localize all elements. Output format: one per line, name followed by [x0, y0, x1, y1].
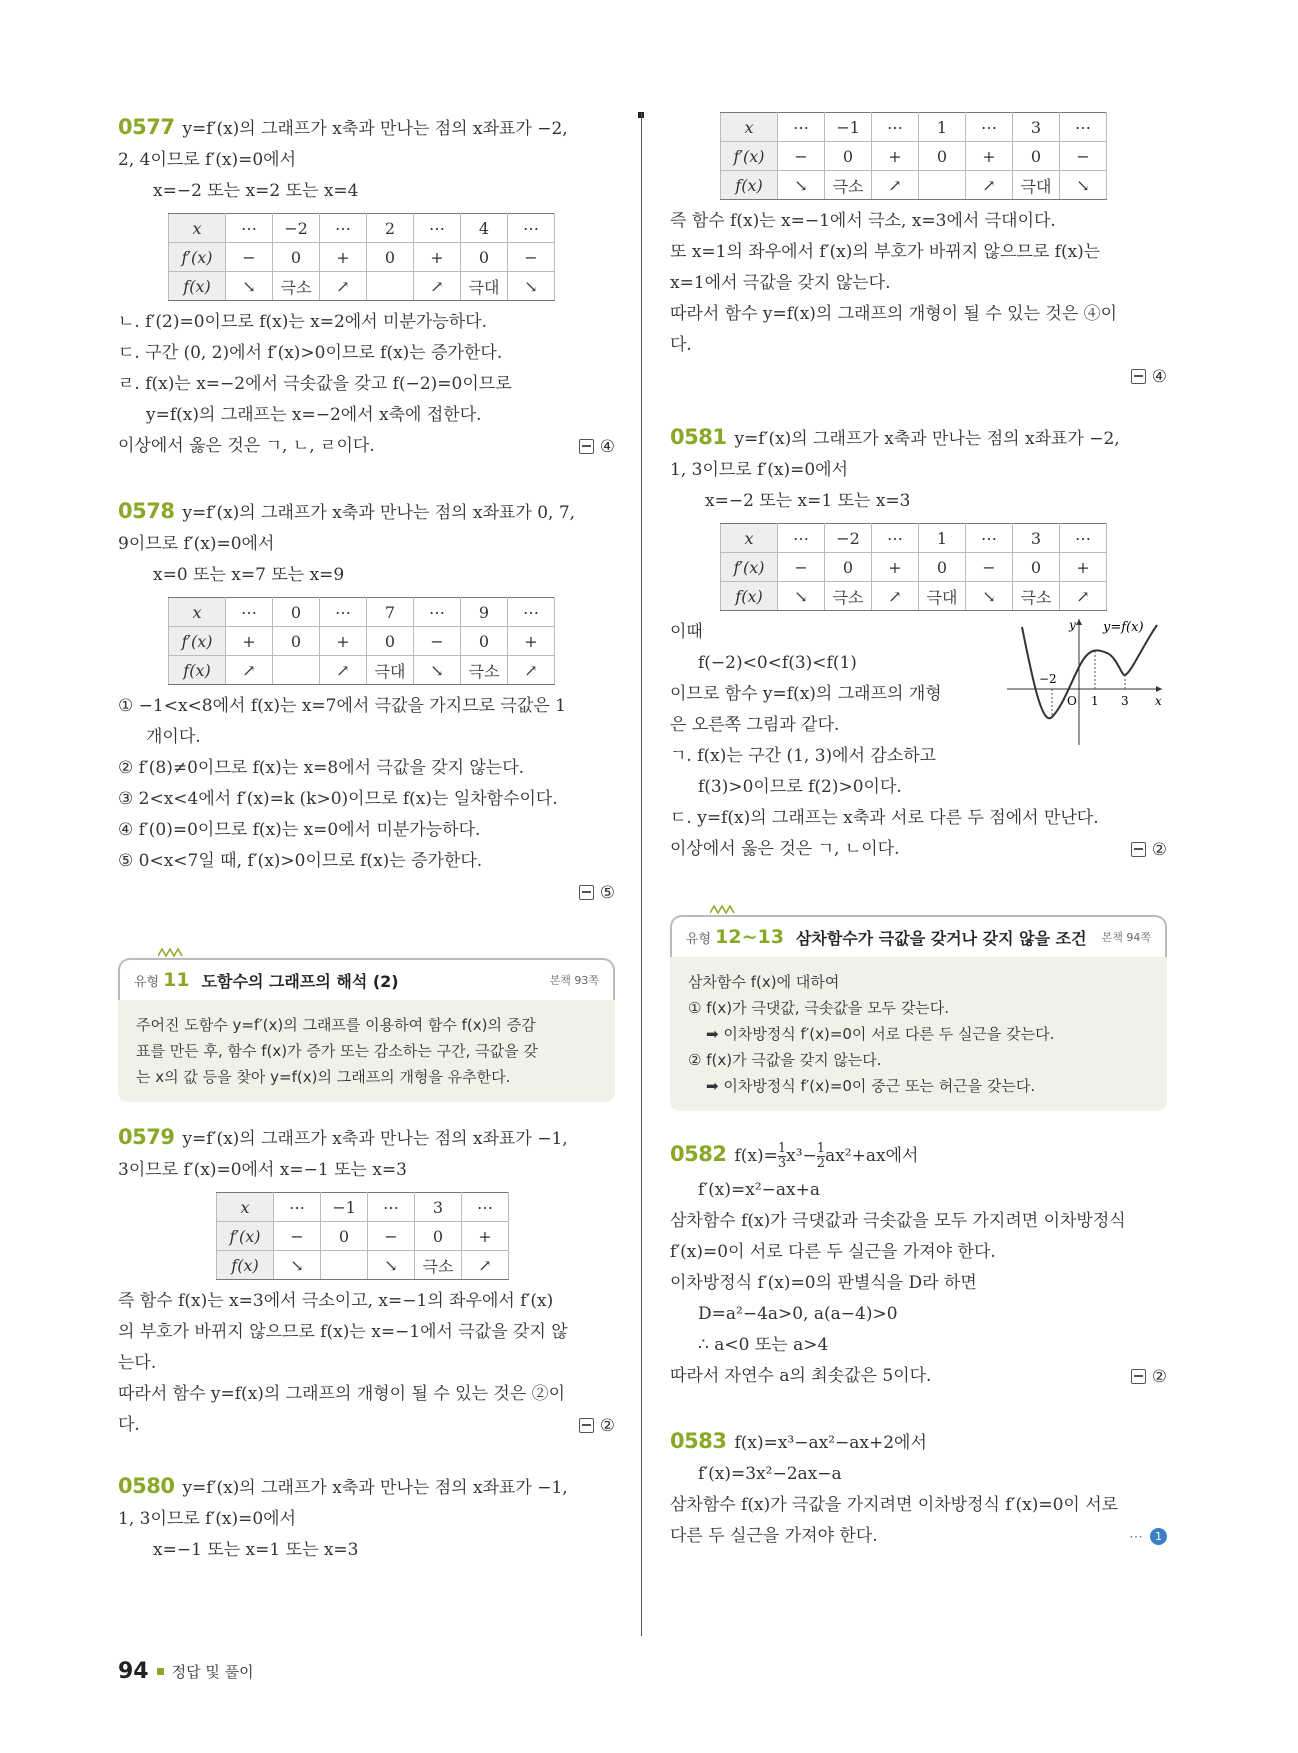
left-column	[118, 100, 615, 1566]
table-cell	[321, 1251, 368, 1280]
fraction-denominator: 3	[777, 1156, 787, 1171]
fraction	[778, 1142, 786, 1171]
text-line: 3이므로 f′(x)=0에서 x=−1 또는 x=3	[118, 1160, 407, 1180]
table-cell	[919, 171, 966, 200]
answer-value: ②	[1151, 1366, 1167, 1387]
table-cell: ↗	[320, 656, 367, 685]
problem-0581	[670, 422, 1167, 865]
problem-0578	[118, 496, 615, 908]
table-cell: 0	[273, 243, 320, 272]
text-line: 은 오른쪽 그림과 같다.	[670, 715, 840, 735]
text-line: y=f(x)의 그래프는 x=−2에서 x축에 접한다.	[146, 405, 482, 425]
text-line: 다.	[670, 335, 692, 355]
table-cell: 3	[1013, 524, 1060, 553]
answer-icon	[1131, 369, 1146, 384]
table-cell: 2	[367, 214, 414, 243]
problem-0577	[118, 112, 615, 462]
table-cell: 0	[367, 627, 414, 656]
page-footer	[118, 1659, 254, 1684]
table-row	[721, 113, 1107, 142]
sign-table	[168, 213, 555, 301]
table-cell: −2	[825, 524, 872, 553]
table-cell: ⋯	[966, 524, 1013, 553]
table-cell: +	[320, 627, 367, 656]
text-line: 즉 함수 f(x)는 x=3에서 극소이고, x=−1의 좌우에서 f′(x)	[118, 1291, 554, 1311]
table-cell: 0	[321, 1222, 368, 1251]
table-row-header: f′(x)	[721, 142, 778, 171]
text-line: 1, 3이므로 f′(x)=0에서	[670, 460, 849, 480]
text-line: ① f(x)가 극댓값, 극솟값을 모두 갖는다.	[688, 999, 950, 1017]
tick-label: −2	[1039, 672, 1057, 686]
type-tag: 유형	[686, 931, 712, 947]
option-5: ⑤ 0<x<7일 때, f′(x)>0이므로 f(x)는 증가한다.	[118, 851, 483, 871]
table-cell: 극소	[461, 656, 508, 685]
option-4: ④ f′(0)=0이므로 f(x)는 x=0에서 미분가능하다.	[118, 820, 481, 840]
zigzag-icon	[710, 903, 736, 915]
table-cell: 극대	[461, 272, 508, 301]
problem-0580	[118, 1471, 615, 1566]
table-row	[721, 553, 1107, 582]
table-cell: ↗	[508, 656, 555, 685]
answer-icon	[579, 439, 594, 454]
text-part: f(x)=	[734, 1146, 778, 1166]
table-cell: 극소	[1013, 582, 1060, 611]
text-line: D=a²−4a>0, a(a−4)>0	[698, 1304, 898, 1324]
option-2: ② f′(8)≠0이므로 f(x)는 x=8에서 극값을 갖지 않는다.	[118, 758, 525, 778]
table-cell	[367, 272, 414, 301]
table-row-header: f′(x)	[169, 243, 226, 272]
graph-section	[670, 617, 1167, 803]
x-axis-label: x	[1155, 694, 1162, 708]
text-line: 1, 3이므로 f′(x)=0에서	[118, 1509, 297, 1529]
table-row-header: f′(x)	[217, 1222, 274, 1251]
text-line: ㄷ. y=f(x)의 그래프는 x축과 서로 다른 두 점에서 만난다.	[670, 808, 1099, 828]
text-line: ➡ 이차방정식 f′(x)=0이 서로 다른 두 실근을 갖는다.	[706, 1025, 1055, 1043]
table-cell: ⋯	[872, 113, 919, 142]
table-cell: 0	[825, 553, 872, 582]
table-cell: −	[1060, 142, 1107, 171]
continue-link[interactable]	[1129, 1521, 1167, 1552]
problem-number: 0577	[118, 115, 175, 139]
sign-table	[720, 523, 1107, 611]
table-cell: ⋯	[778, 524, 825, 553]
table-row-header: x	[169, 598, 226, 627]
problem-number: 0579	[118, 1125, 175, 1149]
table-cell: ⋯	[368, 1193, 415, 1222]
table-cell: 극소	[825, 582, 872, 611]
text-line: 다.	[118, 1415, 140, 1435]
square-icon	[157, 1668, 164, 1675]
curve-label: y=f(x)	[1103, 620, 1144, 635]
table-row	[721, 142, 1107, 171]
text-line: x=0 또는 x=7 또는 x=9	[153, 565, 345, 585]
answer-mark	[1131, 834, 1167, 865]
problem-number: 0583	[670, 1429, 727, 1453]
problem-number: 0581	[670, 425, 727, 449]
table-row-header: f(x)	[721, 582, 778, 611]
text-line: x=−1 또는 x=1 또는 x=3	[153, 1540, 359, 1560]
text-line: 이차방정식 f′(x)=0의 판별식을 D라 하면	[670, 1273, 977, 1293]
table-cell: 0	[273, 598, 320, 627]
option-1-cont: 개이다.	[146, 727, 201, 747]
text-line: ㄴ. f′(2)=0이므로 f(x)는 x=2에서 미분가능하다.	[118, 312, 487, 332]
text-line: 즉 함수 f(x)는 x=−1에서 극소, x=3에서 극대이다.	[670, 211, 1056, 231]
table-cell: 0	[461, 243, 508, 272]
text-part: ax²+ax에서	[825, 1146, 919, 1166]
text-line: y=f′(x)의 그래프가 x축과 만나는 점의 x좌표가 −2,	[734, 429, 1120, 449]
table-row	[169, 598, 555, 627]
text-line: y=f′(x)의 그래프가 x축과 만나는 점의 x좌표가 −1,	[182, 1478, 568, 1498]
text-line: ㄹ. f(x)는 x=−2에서 극솟값을 갖고 f(−2)=0이므로	[118, 374, 512, 394]
table-cell: ↘	[274, 1251, 321, 1280]
right-column	[670, 100, 1167, 1552]
y-axis-arrow	[1076, 619, 1082, 625]
table-cell: ⋯	[1060, 524, 1107, 553]
text-line: f(3)>0이므로 f(2)>0이다.	[698, 777, 902, 797]
page-number: 94	[118, 1659, 149, 1684]
answer-icon	[1131, 1369, 1146, 1384]
table-cell: 9	[461, 598, 508, 627]
problem-number: 0580	[118, 1474, 175, 1498]
text-line: ➡ 이차방정식 f′(x)=0이 중근 또는 허근을 갖는다.	[706, 1077, 1036, 1095]
type-12-13-box	[670, 915, 1167, 1111]
table-row-header: x	[217, 1193, 274, 1222]
table-cell: +	[508, 627, 555, 656]
origin-label: O	[1067, 694, 1077, 708]
table-row	[169, 214, 555, 243]
text-line: f(x)=x³−ax²−ax+2에서	[734, 1433, 927, 1453]
type-number: 11	[163, 969, 190, 991]
text-line: 주어진 도함수 y=f′(x)의 그래프를 이용하여 함수 f(x)의 증감	[136, 1016, 536, 1034]
table-cell: 극대	[1013, 171, 1060, 200]
table-cell: 4	[461, 214, 508, 243]
text-line: f′(x)=x²−ax+a	[698, 1180, 820, 1200]
table-cell: 0	[919, 553, 966, 582]
type-number: 12~13	[715, 926, 784, 948]
table-cell: ↗	[872, 582, 919, 611]
continue-number-icon: 1	[1150, 1528, 1167, 1545]
text-line: y=f′(x)의 그래프가 x축과 만나는 점의 x좌표가 −2,	[182, 119, 568, 139]
table-cell: ↘	[778, 582, 825, 611]
table-cell: −	[274, 1222, 321, 1251]
table-cell: ↗	[320, 272, 367, 301]
text-line: 이때	[670, 622, 703, 642]
table-cell: ↘	[966, 582, 1013, 611]
problem-number: 0578	[118, 499, 175, 523]
table-cell: ↗	[462, 1251, 509, 1280]
table-cell: 7	[367, 598, 414, 627]
text-line: 9이므로 f′(x)=0에서	[118, 534, 275, 554]
text-line: ② f(x)가 극값을 갖지 않는다.	[688, 1051, 882, 1069]
x-axis-arrow	[1156, 686, 1162, 692]
table-cell: ⋯	[462, 1193, 509, 1222]
table-cell: +	[414, 243, 461, 272]
text-line: x=1에서 극값을 갖지 않는다.	[670, 273, 891, 293]
problem-0580-cont	[670, 112, 1167, 392]
table-cell: 3	[1013, 113, 1060, 142]
table-row-header: f(x)	[169, 656, 226, 685]
problem-0579	[118, 1122, 615, 1441]
table-cell: ↘	[1060, 171, 1107, 200]
answer-mark	[670, 361, 1167, 392]
table-row	[169, 243, 555, 272]
table-cell: 0	[919, 142, 966, 171]
type-11-box	[118, 958, 615, 1102]
text-line: f′(x)=3x²−2ax−a	[698, 1464, 842, 1484]
sign-table	[216, 1192, 509, 1280]
text-line: 는다.	[118, 1353, 157, 1373]
table-cell: ⋯	[778, 113, 825, 142]
type-title: 삼차함수가 극값을 갖거나 갖지 않을 조건	[795, 928, 1087, 948]
table-cell: ↘	[508, 272, 555, 301]
answer-value: ②	[599, 1415, 615, 1436]
table-cell: −1	[321, 1193, 368, 1222]
table-cell: ⋯	[320, 214, 367, 243]
table-cell: ⋯	[320, 598, 367, 627]
table-row	[169, 656, 555, 685]
table-cell: +	[872, 553, 919, 582]
fraction-numerator: 1	[816, 1141, 826, 1156]
table-cell: ↗	[1060, 582, 1107, 611]
table-cell: ⋯	[508, 598, 555, 627]
table-cell: 0	[415, 1222, 462, 1251]
answer-mark	[579, 1410, 615, 1441]
table-cell: −	[778, 142, 825, 171]
table-row	[169, 272, 555, 301]
table-cell: −	[368, 1222, 415, 1251]
table-cell: 극소	[273, 272, 320, 301]
answer-mark	[579, 431, 615, 462]
table-row-header: f′(x)	[169, 627, 226, 656]
text-line: y=f′(x)의 그래프가 x축과 만나는 점의 x좌표가 0, 7,	[182, 503, 576, 523]
text-line: 이므로 함수 y=f(x)의 그래프의 개형	[670, 684, 942, 704]
table-cell: 극대	[919, 582, 966, 611]
answer-value: ④	[599, 436, 615, 457]
text-line: ㄷ. 구간 (0, 2)에서 f′(x)>0이므로 f(x)는 증가한다.	[118, 343, 503, 363]
table-cell: 3	[415, 1193, 462, 1222]
table-cell: 0	[461, 627, 508, 656]
table-cell: 극소	[825, 171, 872, 200]
problem-number: 0582	[670, 1142, 727, 1166]
table-cell: 0	[825, 142, 872, 171]
cubic-graph	[1007, 617, 1167, 747]
table-cell: +	[462, 1222, 509, 1251]
table-cell: −	[508, 243, 555, 272]
answer-mark	[1131, 1361, 1167, 1392]
table-cell: +	[320, 243, 367, 272]
text-line: 또 x=1의 좌우에서 f′(x)의 부호가 바뀌지 않으므로 f(x)는	[670, 242, 1101, 262]
text-line: 의 부호가 바뀌지 않으므로 f(x)는 x=−1에서 극값을 갖지 않	[118, 1322, 568, 1342]
table-cell: 0	[367, 243, 414, 272]
text-line: 이상에서 옳은 것은 ㄱ, ㄴ, ㄹ이다.	[118, 436, 375, 456]
type-reference: 본책 94쪽	[1101, 931, 1151, 944]
table-cell: +	[1060, 553, 1107, 582]
text-line: 는 x의 값 등을 찾아 y=f(x)의 그래프의 개형을 유추한다.	[136, 1068, 511, 1086]
answer-value: ④	[1151, 366, 1167, 387]
table-cell: ⋯	[414, 598, 461, 627]
fraction-denominator: 2	[816, 1156, 826, 1171]
problem-0583	[670, 1426, 1167, 1552]
table-row-header: x	[721, 524, 778, 553]
table-cell: 0	[1013, 142, 1060, 171]
table-cell: −	[778, 553, 825, 582]
type-tag: 유형	[134, 974, 160, 990]
option-3: ③ 2<x<4에서 f′(x)=k (k>0)이므로 f(x)는 일차함수이다.	[118, 789, 558, 809]
table-cell: ⋯	[872, 524, 919, 553]
table-cell: ⋯	[274, 1193, 321, 1222]
text-line: f(−2)<0<f(3)<f(1)	[698, 653, 857, 673]
table-cell: ⋯	[1060, 113, 1107, 142]
table-cell: 0	[1013, 553, 1060, 582]
text-line: ∴ a<0 또는 a>4	[698, 1335, 829, 1355]
table-cell: −	[414, 627, 461, 656]
tick-label: 1	[1091, 694, 1099, 708]
y-axis-label: y	[1069, 618, 1076, 632]
option-1: ① −1<x<8에서 f(x)는 x=7에서 극값을 가지므로 극값은 1	[118, 696, 566, 716]
continue-dots: ⋯	[1129, 1528, 1144, 1545]
text-line: ㄱ. f(x)는 구간 (1, 3)에서 감소하고	[670, 746, 937, 766]
table-cell: −	[966, 553, 1013, 582]
table-row-header: x	[721, 113, 778, 142]
text-line: f′(x)=0이 서로 다른 두 실근을 가져야 한다.	[670, 1242, 996, 1262]
fraction	[817, 1142, 825, 1171]
zigzag-icon	[158, 946, 184, 958]
table-cell: 극소	[415, 1251, 462, 1280]
table-cell: 0	[273, 627, 320, 656]
table-cell: −1	[825, 113, 872, 142]
table-row-header: x	[169, 214, 226, 243]
text-line: 이상에서 옳은 것은 ㄱ, ㄴ이다.	[670, 839, 900, 859]
table-cell: ⋯	[226, 598, 273, 627]
text-line: 삼차함수 f(x)에 대하여	[688, 973, 840, 991]
table-cell: ↗	[226, 656, 273, 685]
type-body	[670, 957, 1167, 1111]
table-cell: 1	[919, 524, 966, 553]
table-row-header: f(x)	[217, 1251, 274, 1280]
text-line: 다른 두 실근을 가져야 한다.	[670, 1526, 878, 1546]
type-header	[670, 915, 1167, 957]
table-cell: +	[872, 142, 919, 171]
column-divider	[641, 113, 642, 1636]
answer-mark	[118, 877, 615, 908]
text-part: x³−	[786, 1146, 817, 1166]
table-cell: ↘	[778, 171, 825, 200]
table-row	[217, 1251, 509, 1280]
text-line: 따라서 함수 y=f(x)의 그래프의 개형이 될 수 있는 것은 ④이	[670, 304, 1118, 324]
sign-table	[720, 112, 1107, 200]
fraction-numerator: 1	[777, 1141, 787, 1156]
table-cell: ↗	[872, 171, 919, 200]
table-row	[721, 171, 1107, 200]
answer-value: ⑤	[599, 882, 615, 903]
table-cell: ↘	[226, 272, 273, 301]
sign-table	[168, 597, 555, 685]
table-row	[217, 1193, 509, 1222]
answer-icon	[579, 1418, 594, 1433]
table-cell: ↘	[414, 656, 461, 685]
text-line: 삼차함수 f(x)가 극값을 가지려면 이차방정식 f′(x)=0이 서로	[670, 1495, 1119, 1515]
table-cell: ↗	[966, 171, 1013, 200]
text-line: x=−2 또는 x=1 또는 x=3	[705, 491, 911, 511]
table-cell: ⋯	[508, 214, 555, 243]
table-cell: ↗	[414, 272, 461, 301]
table-row-header: f′(x)	[721, 553, 778, 582]
table-row-header: f(x)	[169, 272, 226, 301]
type-header	[118, 958, 615, 1000]
type-reference: 본책 93쪽	[549, 974, 599, 987]
table-cell: ↘	[368, 1251, 415, 1280]
problem-0582	[670, 1135, 1167, 1392]
type-body	[118, 1000, 615, 1102]
table-cell: ⋯	[414, 214, 461, 243]
answer-icon	[1131, 842, 1146, 857]
text-line: 따라서 자연수 a의 최솟값은 5이다.	[670, 1366, 932, 1386]
table-row-header: f(x)	[721, 171, 778, 200]
table-cell: 1	[919, 113, 966, 142]
table-cell: ⋯	[226, 214, 273, 243]
footer-label: 정답 및 풀이	[171, 1663, 254, 1681]
answer-icon	[579, 885, 594, 900]
answer-value: ②	[1151, 839, 1167, 860]
text-line: 삼차함수 f(x)가 극댓값과 극솟값을 모두 가지려면 이차방정식	[670, 1211, 1126, 1231]
table-cell: −	[226, 243, 273, 272]
table-row	[217, 1222, 509, 1251]
table-cell: +	[226, 627, 273, 656]
table-row	[721, 524, 1107, 553]
text-line: 표를 만든 후, 함수 f(x)가 증가 또는 감소하는 구간, 극값을 갖	[136, 1042, 538, 1060]
table-cell	[273, 656, 320, 685]
text-line: 따라서 함수 y=f(x)의 그래프의 개형이 될 수 있는 것은 ②이	[118, 1384, 566, 1404]
type-title: 도함수의 그래프의 해석 (2)	[201, 971, 399, 991]
tick-label: 3	[1121, 694, 1129, 708]
table-cell: +	[966, 142, 1013, 171]
text-line: x=−2 또는 x=2 또는 x=4	[153, 181, 359, 201]
table-row	[169, 627, 555, 656]
table-cell: 극대	[367, 656, 414, 685]
table-cell: ⋯	[966, 113, 1013, 142]
text-line: 2, 4이므로 f′(x)=0에서	[118, 150, 297, 170]
table-cell: −2	[273, 214, 320, 243]
table-row	[721, 582, 1107, 611]
text-line: y=f′(x)의 그래프가 x축과 만나는 점의 x좌표가 −1,	[182, 1129, 568, 1149]
